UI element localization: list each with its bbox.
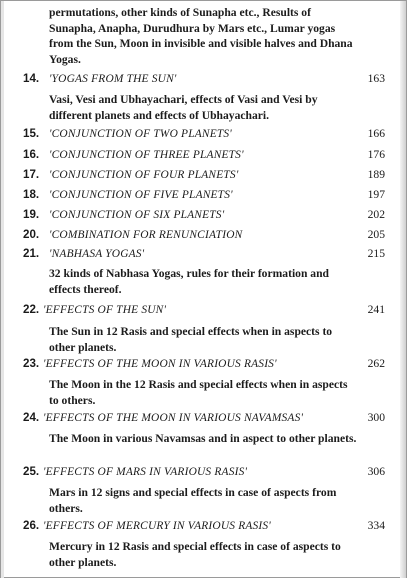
entry-title: 'CONJUNCTION OF TWO PLANETS' bbox=[49, 128, 232, 140]
toc-entry-20 bbox=[23, 227, 385, 243]
entry-number: 26. bbox=[23, 519, 40, 532]
entry-title: 'COMBINATION FOR RENUNCIATION bbox=[49, 229, 243, 241]
toc-entry-15 bbox=[23, 126, 385, 142]
entry-title: 'EFFECTS OF THE MOON IN VARIOUS NAVAMSAS' bbox=[43, 412, 304, 424]
entry-title: 'EFFECTS OF THE SUN' bbox=[43, 304, 167, 316]
entry-description-23: The Moon in the 12 Rasis and special effects when in aspects to others. bbox=[49, 378, 348, 407]
entry-page: 334 bbox=[367, 519, 385, 532]
entry-title: 'CONJUNCTION OF FOUR PLANETS' bbox=[49, 169, 239, 181]
entry-number: 20. bbox=[23, 228, 40, 241]
entry-description-25: Mars in 12 signs and special effects in case of aspects from others. bbox=[49, 486, 337, 515]
entry-number: 15. bbox=[23, 127, 40, 140]
entry-page: 189 bbox=[367, 168, 385, 181]
entry-description-22: The Sun in 12 Rasis and special effects when in aspects to other planets. bbox=[49, 325, 333, 354]
entry-page: 262 bbox=[367, 357, 385, 370]
entry-page: 163 bbox=[367, 72, 385, 85]
entry-number: 25. bbox=[23, 465, 40, 478]
entry-title: 'CONJUNCTION OF FIVE PLANETS' bbox=[49, 189, 233, 201]
page-edge-right bbox=[400, 1, 406, 578]
entry-page: 202 bbox=[367, 208, 385, 221]
entry-title: 'EFFECTS OF MARS IN VARIOUS RASIS' bbox=[43, 466, 248, 478]
toc-entry-19 bbox=[23, 207, 385, 223]
entry-title: 'EFFECTS OF MERCURY IN VARIOUS RASIS' bbox=[43, 520, 271, 532]
entry-page: 166 bbox=[367, 127, 385, 140]
entry-description-14: Vasi, Vesi and Ubhayachari, effects of Vasi and Vesi by different planets and effects of Ubhayachari. bbox=[49, 93, 318, 122]
entry-number: 18. bbox=[23, 188, 40, 201]
entry-number: 14. bbox=[23, 72, 40, 85]
entry-title: 'YOGAS FROM THE SUN' bbox=[49, 73, 177, 85]
entry-description-21: 32 kinds of Nabhasa Yogas, rules for their formation and effects thereof. bbox=[49, 267, 329, 296]
toc-entry-17 bbox=[23, 167, 385, 183]
page-edge-left bbox=[1, 1, 4, 578]
entry-page: 205 bbox=[367, 228, 385, 241]
toc-entry-16 bbox=[23, 147, 385, 163]
toc-entry-14 bbox=[23, 71, 385, 87]
intro-description: permutations, other kinds of Sunapha etc., Results of Sunapha, Anapha, Durudhura by Mars etc., Lumar yogas from the Sun, Moon in invisible and visible halves and Dhana Yogas. bbox=[49, 6, 353, 66]
entry-number: 21. bbox=[23, 247, 40, 260]
entry-number: 16. bbox=[23, 148, 40, 161]
entry-number: 24. bbox=[23, 411, 40, 424]
entry-number: 23. bbox=[23, 357, 40, 370]
entry-title: 'CONJUNCTION OF SIX PLANETS' bbox=[49, 209, 225, 221]
entry-title: 'CONJUNCTION OF THREE PLANETS' bbox=[49, 149, 244, 161]
entry-number: 22. bbox=[23, 303, 40, 316]
entry-description-24: The Moon in various Navamsas and in aspect to other planets. bbox=[49, 432, 357, 445]
entry-number: 19. bbox=[23, 208, 40, 221]
entry-title: 'EFFECTS OF THE MOON IN VARIOUS RASIS' bbox=[43, 358, 277, 370]
entry-number: 17. bbox=[23, 168, 40, 181]
entry-title: 'NABHASA YOGAS' bbox=[49, 248, 145, 260]
entry-description-26: Mercury in 12 Rasis and special effects in case of aspects to other planets. bbox=[49, 540, 341, 569]
entry-page: 241 bbox=[367, 303, 385, 316]
toc-entry-18 bbox=[23, 187, 385, 203]
entry-page: 300 bbox=[367, 411, 385, 424]
toc-entry-25 bbox=[23, 464, 385, 480]
toc-entry-24 bbox=[23, 410, 385, 426]
toc-entry-23 bbox=[23, 356, 385, 372]
entry-page: 197 bbox=[367, 188, 385, 201]
entry-page: 306 bbox=[367, 465, 385, 478]
toc-entry-22 bbox=[23, 302, 385, 318]
toc-entry-26 bbox=[23, 518, 385, 534]
toc-entry-21 bbox=[23, 246, 385, 262]
entry-page: 215 bbox=[367, 247, 385, 260]
entry-page: 176 bbox=[367, 148, 385, 161]
